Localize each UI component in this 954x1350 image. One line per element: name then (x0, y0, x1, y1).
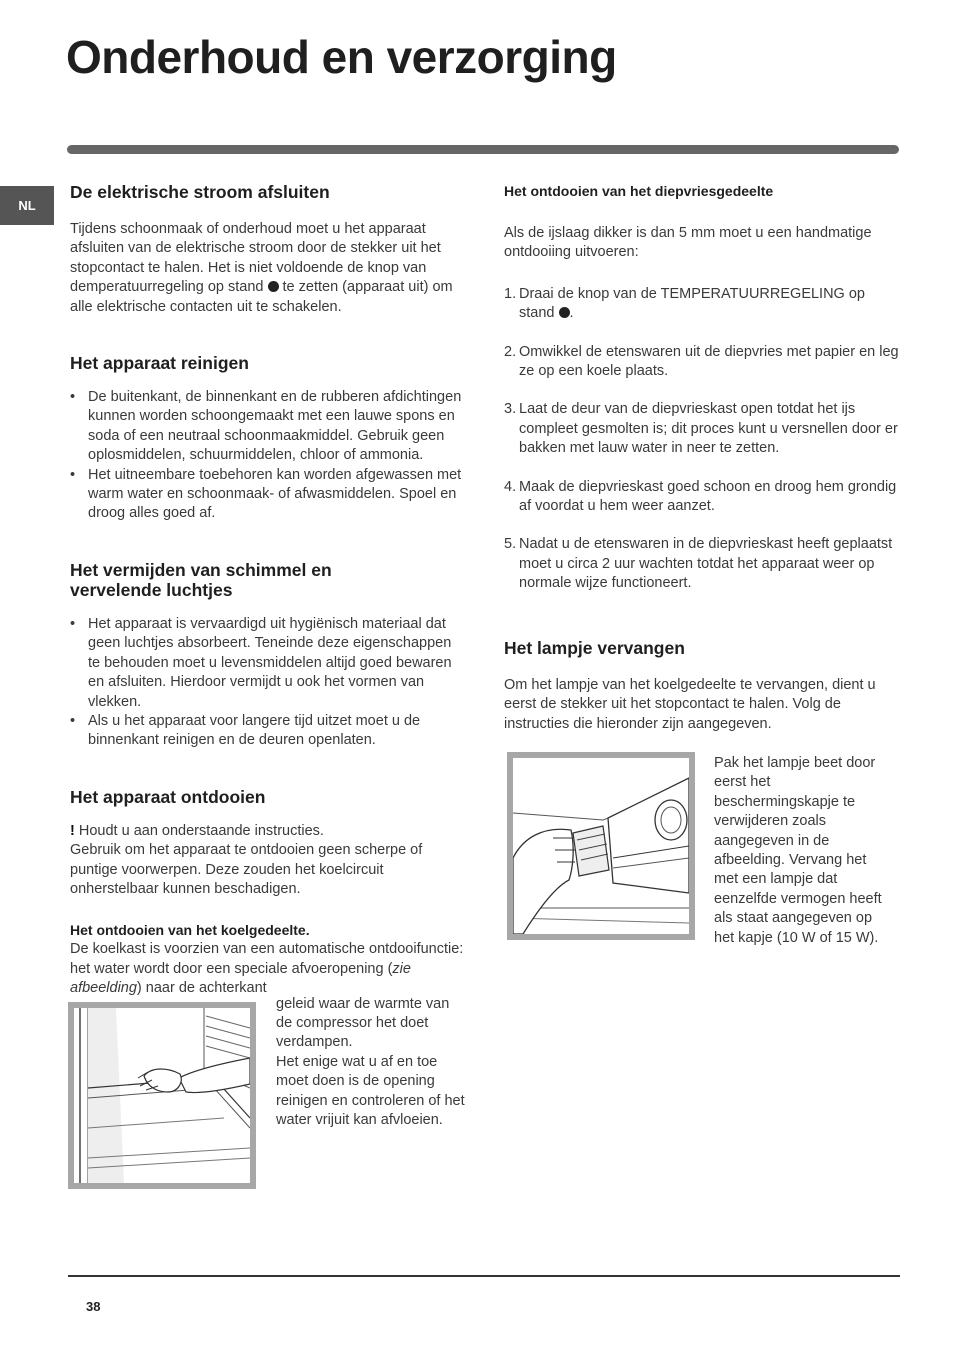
sub-heading: Het ontdooien van het koelgedeelte. (70, 922, 310, 939)
off-position-icon (559, 307, 570, 318)
section-power-off (70, 182, 465, 317)
section-heading: Het apparaat reinigen (70, 353, 249, 374)
section-body: Als de ijslaag dikker is dan 5 mm moet u een handmatige ontdooiing uitvoeren: (504, 225, 872, 261)
footer-divider (68, 1275, 900, 1277)
lamp-replacement-illustration (513, 758, 689, 934)
list-item: 1. Draai de knop van de TEMPERATUURREGELING op stand . (504, 285, 865, 322)
warning-note: ! Houdt u aan onderstaande instructies. (70, 822, 324, 839)
list-item: 4. Maak de diepvrieskast goed schoon en droog hem grondig af voordat u hem weer aanzet. (504, 478, 897, 515)
lamp-replacement-figure (507, 752, 695, 940)
list-item: • Het apparaat is vervaardigd uit hygiënisch materiaal dat geen luchtjes absorbeert. Teneinde deze eigenschappen te behouden moet u levensmiddelen altijd goed bewaren en afsluiten. Hierdoor vermijdt u ook het vormen van vlekken. (70, 615, 465, 712)
section-body: Gebruik om het apparaat te ontdooien geen scherpe of puntige voorwerpen. Deze zouden het koelcircuit onherstelbaar kunnen beschadigen. (70, 842, 423, 897)
off-position-icon (268, 281, 279, 292)
section-body: Om het lampje van het koelgedeelte te vervangen, dient u eerst de stekker uit het stopcontact te halen. Volg de instructies die hieronder zijn aangegeven. (504, 676, 876, 732)
list-item: 5. Nadat u de etenswaren in de diepvrieskast heeft geplaatst moet u circa 2 uur wachten totdat het apparaat weer op normale wijze functioneert. (504, 536, 893, 592)
sub-heading: Het ontdooien van het diepvriesgedeelte (504, 183, 774, 199)
section-heading: Het vermijden van schimmel en vervelende luchtjes (70, 559, 332, 600)
right-column (504, 182, 899, 962)
figure-caption-text: Pak het lampje beet door eerst het beschermingskapje te verwijderen zoals aangegeven in de afbeelding. Vervang het met een lampje dat eenzelfde vermogen heeft als staat aangegeven op het kapje (10 W of 15 W). (714, 754, 882, 946)
list-item: • Als u het apparaat voor langere tijd uitzet moet u de binnenkant reinigen en de deuren openlaten. (70, 712, 465, 751)
language-tab: NL (0, 186, 54, 225)
page-title: Onderhoud en verzorging (66, 31, 617, 83)
section-freezer-defrost (504, 182, 899, 594)
fridge-drain-illustration (74, 1008, 250, 1183)
section-body: Tijdens schoonmaak of onderhoud moet u het apparaat afsluiten van de elektrische stroom door de stekker uit het stopcontact te halen. Het is niet voldoende de knop van demperatuurregeling op stand te zetten (apparaat uit) om alle elektrische contacten uit te schakelen. (70, 221, 453, 315)
page-number: 38 (86, 1299, 101, 1314)
section-lamp (504, 638, 899, 962)
warning-icon: ! (70, 822, 75, 839)
section-defrost (70, 787, 465, 1189)
header-divider (67, 145, 899, 154)
section-body: De koelkast is voorzien van een automatische ontdooifunctie: het water wordt door een speciale afvoeropening (zie afbeelding) naar de achterkant (70, 941, 464, 997)
section-heading: Het lampje vervangen (504, 637, 685, 658)
section-cleaning (70, 353, 465, 524)
left-column (70, 182, 465, 1189)
list-item: 2. Omwikkel de etenswaren uit de diepvries met papier en leg ze op een koele plaats. (504, 343, 899, 380)
list-item: • Het uitneembare toebehoren kan worden afgewassen met warm water en schoonmaak- of afwasmiddelen. Spoel en droog alles goed af. (70, 466, 465, 524)
fridge-drain-figure (68, 1002, 256, 1189)
section-mold (70, 560, 465, 751)
list-item: 3. Laat de deur van de diepvrieskast open totdat het ijs compleet gesmolten is; dit proces kunt u versnellen door er bakken met lauw water in neer te zetten. (504, 401, 898, 457)
figure-caption-text: geleid waar de warmte van de compressor het doet verdampen. Het enige wat u af en toe moet doen is de opening reinigen en controleren of het water vrijuit kan afvloeien. (276, 995, 465, 1128)
section-heading: De elektrische stroom afsluiten (70, 182, 330, 202)
list-item: • De buitenkant, de binnenkant en de rubberen afdichtingen kunnen worden schoongemaakt met een lauwe spons en soda of een neutraal schoonmaakmiddel. Gebruik geen oplosmiddelen, schuurmiddelen, chloor of ammonia. (70, 388, 465, 466)
section-heading: Het apparaat ontdooien (70, 786, 266, 807)
